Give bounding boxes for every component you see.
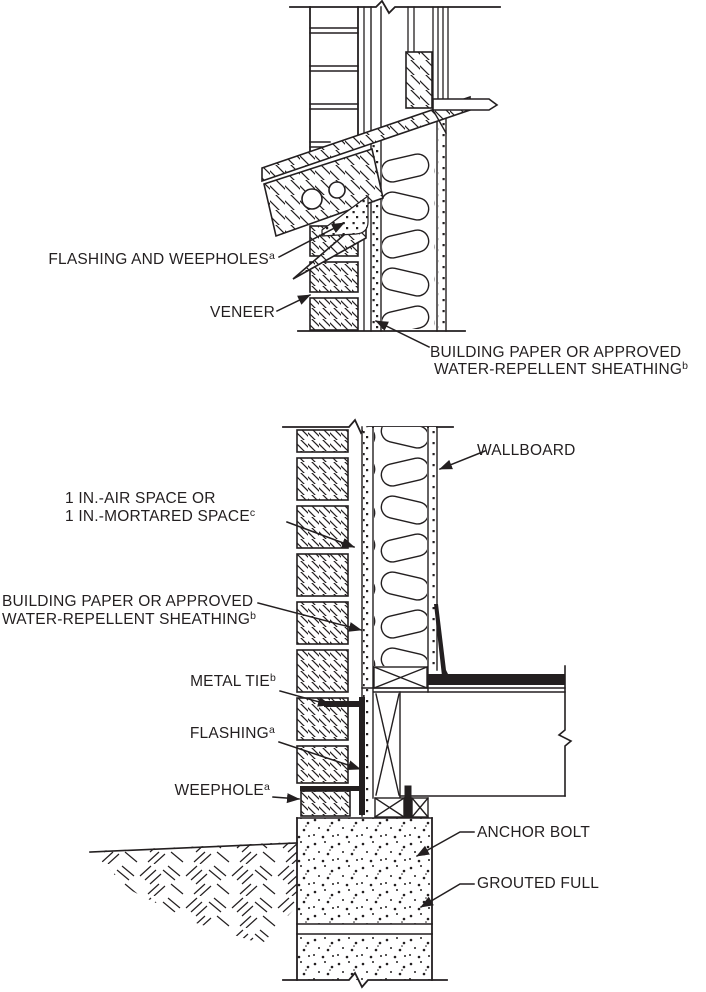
brick-course (297, 650, 348, 692)
leader-veneer (277, 295, 310, 311)
break-line-top (290, 1, 500, 13)
earth-hatch (92, 842, 297, 944)
insulation-batt (382, 148, 435, 329)
label-grouted-full: GROUTED FULL (477, 875, 600, 892)
vent-hole (302, 189, 322, 209)
brick-course (297, 746, 348, 783)
label-flashing: FLASHING$^a$ (189, 724, 275, 742)
drip-cap (433, 99, 497, 110)
wallboard-strip (437, 112, 446, 331)
brick-course-bottom (301, 791, 350, 816)
floor-joist-break-edge (559, 666, 571, 796)
subfloor-lines (362, 688, 565, 692)
brick-veneer-courses (297, 430, 350, 816)
flashing-leg (300, 786, 362, 791)
brick-course (310, 262, 358, 292)
metal-tie (324, 701, 362, 707)
vent-hole (329, 182, 345, 198)
flashing (359, 697, 365, 815)
insulation-batt (374, 427, 427, 666)
top-detail-rake-veneer (48, 1, 688, 378)
brick-veneer-elevation (310, 7, 358, 152)
label-building-paper-bottom-2: WATER-REPELLENT SHEATHING$^b$ (2, 610, 257, 628)
brick-course (297, 554, 348, 596)
label-wallboard: WALLBOARD (477, 442, 576, 459)
wallboard-strip (429, 427, 437, 670)
bottom-detail-foundation-veneer (2, 420, 599, 987)
label-veneer: VENEER (210, 304, 275, 321)
label-air-space-2: 1 IN.-MORTARED SPACE$^c$ (65, 507, 256, 525)
brick-course (310, 298, 358, 330)
label-metal-tie: METAL TIE$^b$ (190, 672, 276, 690)
blocking-plate (374, 667, 427, 688)
label-building-paper-top-1: BUILDING PAPER OR APPROVED (430, 344, 682, 361)
brick-course (297, 430, 348, 452)
base-trim (434, 604, 449, 676)
rim-joist (376, 692, 400, 797)
brick-course (297, 458, 348, 500)
label-building-paper-top-2: WATER-REPELLENT SHEATHING$^b$ (434, 360, 689, 378)
sill-plate (375, 798, 428, 817)
label-anchor-bolt: ANCHOR BOLT (477, 824, 591, 841)
finish-floor (427, 674, 565, 685)
label-flashing-and-weepholes: FLASHING AND WEEPHOLES$^a$ (48, 250, 275, 268)
leader-weephole (273, 797, 299, 799)
label-building-paper-bottom-1: BUILDING PAPER OR APPROVED (2, 593, 254, 610)
foundation-grouted (283, 818, 447, 987)
brick-course (297, 602, 348, 644)
stud-elevation-lines (408, 7, 414, 52)
interior-lines (433, 7, 448, 99)
blocking (406, 52, 432, 108)
label-air-space-1: 1 IN.-AIR SPACE OR (65, 490, 216, 507)
label-weephole: WEEPHOLE$^a$ (174, 781, 270, 799)
